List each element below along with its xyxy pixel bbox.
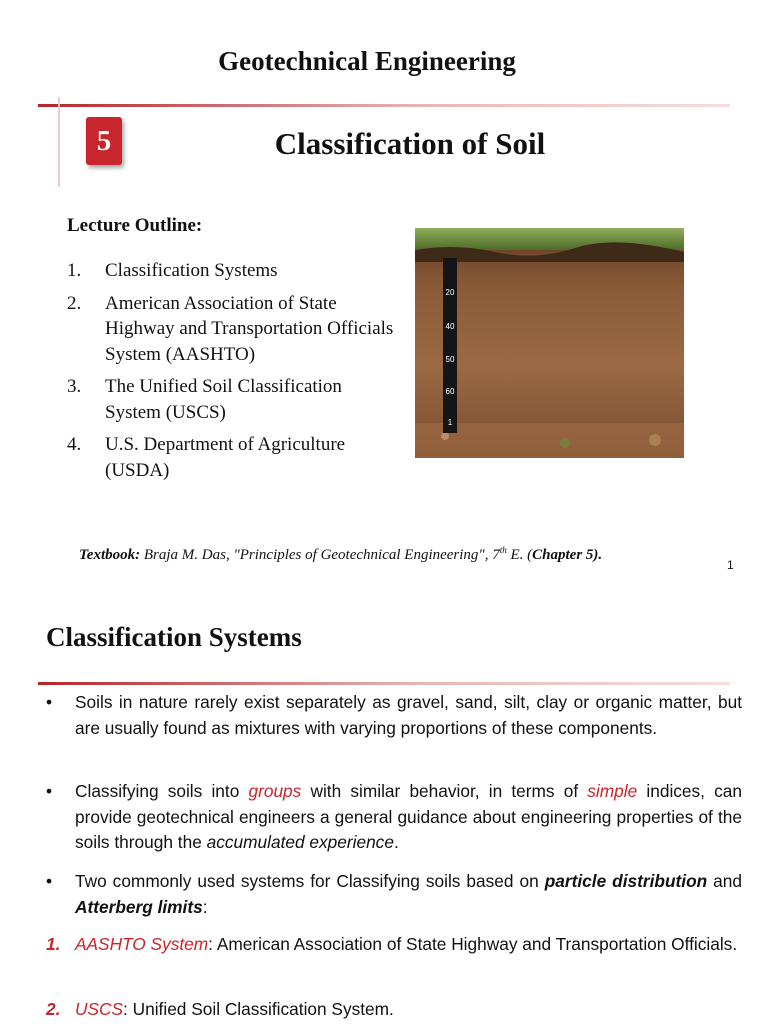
item-text [75, 932, 742, 958]
bullet-dot: • [46, 692, 53, 712]
bullet-dot: • [46, 871, 53, 891]
textbook-chapter: Chapter 5). [532, 547, 603, 563]
system-description: : Unified Soil Classification System. [123, 999, 394, 1019]
system-description: : American Association of State Highway and Transportation Officials. [208, 934, 738, 954]
textbook-text: Braja M. Das, "Principles of Geotechnical Engineering", 7 [140, 547, 500, 563]
outline-item-number: 3. [67, 376, 82, 397]
ruler-mark: 20 [445, 288, 455, 297]
outline-item [67, 291, 397, 368]
section-divider [38, 682, 730, 685]
system-name-aashto: AASHTO System [75, 934, 209, 954]
bullet-text-part: indices, can provide geotechnical engineers a general guidance about engineering properties of the soils through the [75, 781, 742, 852]
outline-item [67, 258, 397, 284]
bullet-text-part: and [707, 871, 742, 891]
ruler-mark: 40 [445, 322, 455, 331]
outline-item-text: American Association of State Highway and Transportation Officials System (AASHTO) [105, 292, 394, 365]
bullet-2 [46, 779, 742, 856]
bullet-text [75, 779, 742, 856]
emphasis-particle-distribution: particle distribution [544, 871, 708, 891]
bullet-text-part: : [202, 896, 208, 917]
emphasis-groups: groups [248, 781, 302, 801]
outline-item-number: 2. [67, 292, 82, 314]
chapter-badge: 5 [86, 117, 122, 165]
bullet-text-part: Two commonly used systems for Classifying soils based on [75, 871, 545, 891]
soil-profile-photo [415, 228, 684, 458]
edition-superscript: th [499, 545, 507, 555]
textbook-edition: E. ( [506, 547, 533, 563]
outline-item-number: 4. [67, 434, 82, 455]
outline-item-number: 1. [67, 260, 82, 281]
bullet-text: Soils in nature rarely exist separately as gravel, sand, silt, clay or organic matter, but are usually found as mixtures with varying proportions of these components. [75, 692, 742, 738]
textbook-reference [79, 545, 602, 564]
bullet-dot: • [46, 781, 53, 801]
page-number: 1 [727, 558, 734, 572]
bullet-1 [46, 690, 742, 741]
outline-item-text: U.S. Department of Agriculture (USDA) [105, 434, 346, 481]
item-number: 1. [46, 934, 61, 954]
ruler-mark: 60 [445, 387, 455, 396]
outline-item-text: The Unified Soil Classification System (USCS) [105, 376, 342, 423]
bullet-text [75, 869, 742, 920]
outline-heading: Lecture Outline: [67, 215, 203, 236]
emphasis-simple: simple [587, 781, 638, 801]
system-item-uscs [46, 997, 742, 1023]
ruler-mark: 50 [445, 355, 455, 364]
outline-item [67, 374, 397, 425]
vertical-accent-line [58, 97, 60, 187]
bullet-text-part: with similar behavior, in terms of [301, 781, 588, 801]
outline-item [67, 432, 397, 483]
system-item-aashto [46, 932, 742, 958]
item-text [75, 997, 742, 1023]
emphasis-accumulated-experience: accumulated experience [206, 832, 394, 852]
bullet-3 [46, 869, 742, 920]
bullet-text-part: . [393, 832, 399, 852]
system-name-uscs: USCS [75, 999, 124, 1019]
measuring-ruler [443, 258, 457, 433]
textbook-label: Textbook: [79, 547, 141, 563]
course-title: Geotechnical Engineering [218, 46, 516, 76]
emphasis-atterberg-limits: Atterberg limits [75, 896, 203, 917]
item-number: 2. [46, 999, 61, 1019]
header-divider [38, 104, 730, 107]
ruler-mark: 1 [447, 418, 453, 427]
slide-title: Classification of Soil [274, 126, 546, 161]
outline-item-text: Classification Systems [105, 260, 278, 281]
outline-list [67, 258, 397, 490]
section-title: Classification Systems [46, 622, 302, 652]
bullet-text-part: Classifying soils into [75, 781, 249, 801]
